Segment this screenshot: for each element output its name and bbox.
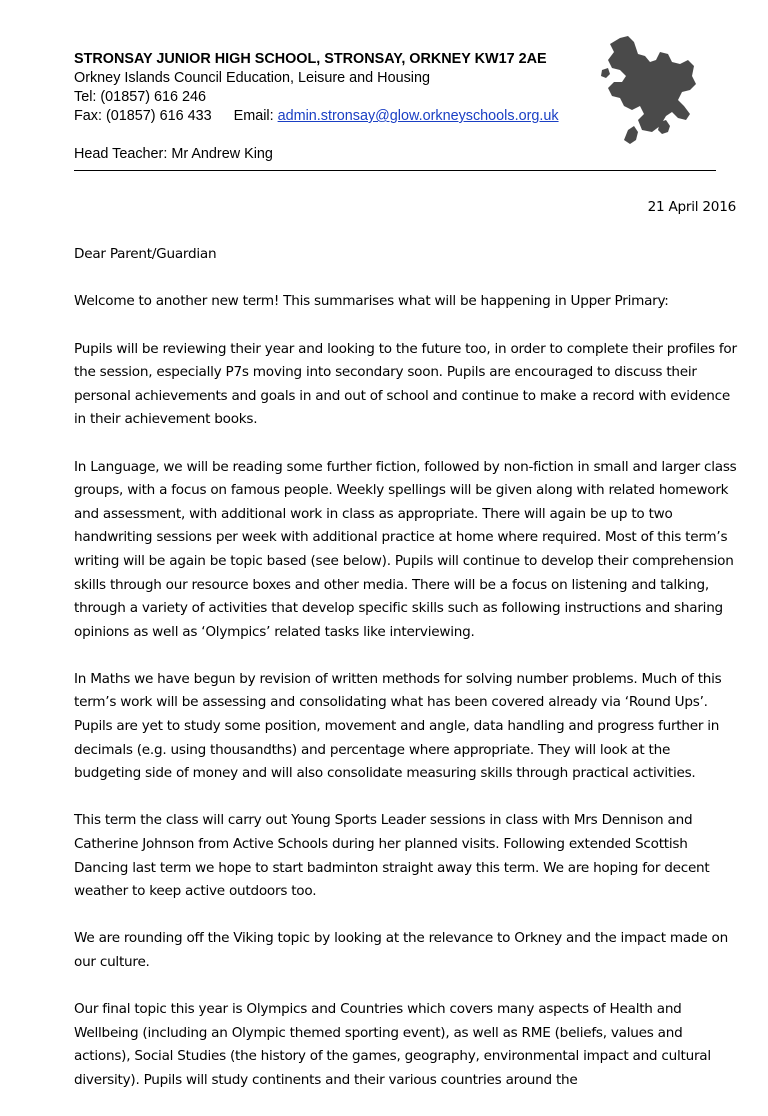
paragraph-sports: This term the class will carry out Young Sports Leader sessions in class with Mrs Dennison and Catherine Johnson from Active Schools during her planned visits. Following extended Scottish Dancing last term we hope to start badminton straight away this term. We are hoping for decent weather to keep active outdoors too. [74, 812, 710, 900]
fax: Fax: (01857) 616 433 [74, 108, 212, 124]
fax-email-row [74, 107, 634, 126]
telephone: Tel: (01857) 616 246 [74, 89, 207, 105]
stronsay-island-map-icon [598, 26, 710, 150]
email-link[interactable]: admin.stronsay@glow.orkneyschools.org.uk [277, 108, 559, 124]
letter-body [74, 196, 738, 1116]
paragraph-language: In Language, we will be reading some further fiction, followed by non-fiction in small and larger class groups, with a focus on famous people. Weekly spellings will be given along with related homework and assessment, with additional work in class as appropriate. There will again be up to two handwriting sessions per week with additional practice at home where required. Most of this term’s writing will be again be topic based (see below). Pupils will continue to develop their comprehension skills through our resource boxes and other media. There will be a focus on listening and talking, through a variety of activities that develop specific skills such as following instructions and sharing opinions as well as ‘Olympics’ related tasks like interviewing. [74, 458, 737, 640]
paragraph-maths: In Maths we have begun by revision of written methods for solving number problems. Much of this term’s work will be assessing and consolidating what has been covered already via ‘Round Ups’. Pupils are yet to study some position, movement and angle, data handling and progress further in decimals (e.g. using thousandths) and percentage where appropriate. They will look at the budgeting side of money and will also consolidate measuring skills through practical activities. [74, 670, 722, 782]
paragraph-viking: We are rounding off the Viking topic by looking at the relevance to Orkney and the impact made on our culture. [74, 930, 728, 970]
school-name: STRONSAY JUNIOR HIGH SCHOOL, STRONSAY, ORKNEY KW17 2AE [74, 51, 547, 67]
head-teacher: Head Teacher: Mr Andrew King [74, 146, 273, 162]
council-name: Orkney Islands Council Education, Leisure and Housing [74, 70, 430, 86]
salutation: Dear Parent/Guardian [74, 246, 217, 263]
letterhead [74, 50, 634, 164]
letter-date: 21 April 2016 [647, 199, 736, 215]
paragraph-intro: Welcome to another new term! This summarises what will be happening in Upper Primary: [74, 293, 669, 310]
paragraph-profiles: Pupils will be reviewing their year and looking to the future too, in order to complete their profiles for the session, especially P7s moving into secondary soon. Pupils are encouraged to discuss their personal achievements and goals in and out of school and continue to make a record with evidence in their achievement books. [74, 340, 737, 428]
letterhead-divider [74, 170, 716, 171]
paragraph-olympics: Our final topic this year is Olympics and Countries which covers many aspects of Health and Wellbeing (including an Olympic themed sporting event), as well as RME (beliefs, values and actions), Social Studies (the history of the games, geography, environmental impact and cultural diversity). Pupils will study continents and their various countries around the [74, 1001, 711, 1088]
email-label: Email: [233, 108, 274, 124]
